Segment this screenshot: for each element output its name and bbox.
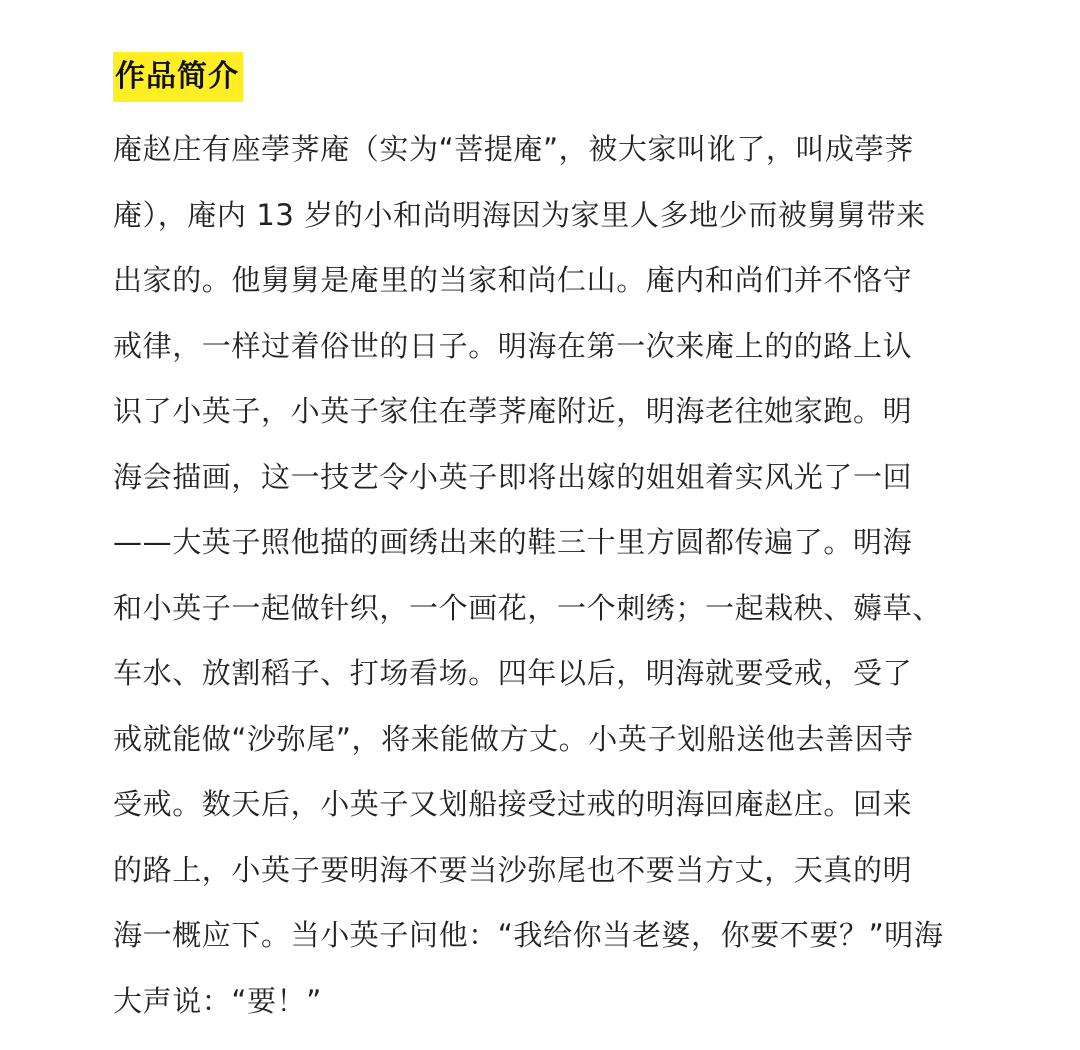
section-heading: 作品简介	[113, 52, 243, 102]
text-line: 和小英子一起做针织，一个画花，一个刺绣；一起栽秧、薅草、	[113, 590, 942, 625]
text-line: 海会描画，这一技艺令小英子即将出嫁的姐姐着实风光了一回	[113, 459, 913, 494]
text-line: 大声说：“要！”	[113, 983, 322, 1018]
text-line: ——大英子照他描的画绣出来的鞋三十里方圆都传遍了。明海	[113, 525, 913, 559]
text-line: 出家的。他舅舅是庵里的当家和尚仁山。庵内和尚们并不恪守	[113, 263, 913, 297]
text-line: 车水、放割稻子、打场看场。四年以后，明海就要受戒，受了	[113, 656, 913, 690]
text-line: 庵赵庄有座荸荠庵（实为“菩提庵”，被大家叫讹了，叫成荸荠	[113, 132, 914, 166]
text-line: 戒律，一样过着俗世的日子。明海在第一次来庵上的的路上认	[113, 328, 913, 363]
text-line: 受戒。数天后，小英子又划船接受过戒的明海回庵赵庄。回来	[113, 787, 913, 821]
text-line: 庵），庵内 13 岁的小和尚明海因为家里人多地少而被舅舅带来	[113, 197, 926, 232]
text-line: 戒就能做“沙弥尾”，将来能做方丈。小英子划船送他去善因寺	[113, 721, 914, 756]
text-line: 海一概应下。当小英子问他：“我给你当老婆，你要不要？”明海	[113, 918, 944, 952]
text-line: 的路上，小英子要明海不要当沙弥尾也不要当方丈，天真的明	[113, 852, 913, 887]
synopsis-paragraph	[113, 120, 973, 1037]
text-line: 识了小英子，小英子家住在荸荠庵附近，明海老往她家跑。明	[113, 394, 913, 428]
